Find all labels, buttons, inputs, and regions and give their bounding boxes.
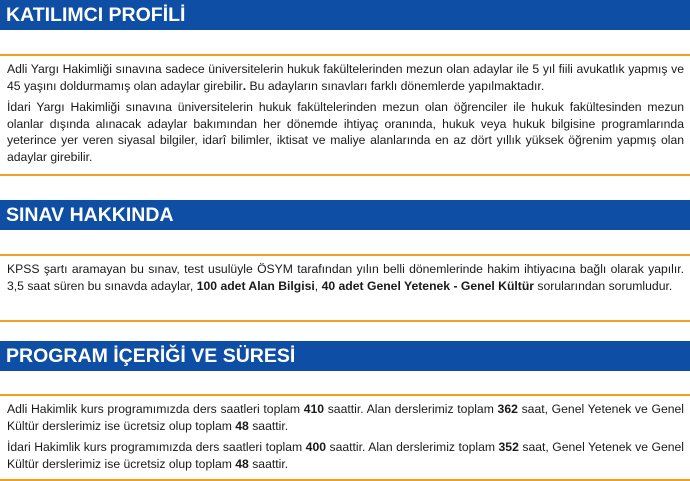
paragraph — [7, 401, 684, 434]
text-run-bold: 400 — [305, 440, 327, 455]
text-run: İdari Hakimlik kurs programımızda ders saatleri toplam — [7, 440, 306, 455]
text-run-bold: 40 adet Genel Yetenek - Genel Kültür — [321, 278, 535, 293]
section-title: SINAV HAKKINDA — [6, 204, 174, 226]
section-header-katilimci-profili — [0, 0, 690, 30]
text-run: İdari Yargı Hakimliği sınavına üniversitelerin hukuk fakültelerinden mezun olan öğrenciler ile hukuk fakültesinden mezun olanlar dışında alınacak adaylar bakımından her dönemde ihtiyaç oranında, hukuk veya hukuk bilgisine programlarında yeterince yer veren siyasal bilgiler, idarî bilimler, iktisat ve maliye alanlarında en az dört yıllık yüksek öğrenim yapmış olan adaylar girebilir. — [7, 100, 684, 164]
text-run: saat, Genel Yetenek ve Genel Kültür derslerimiz ise ücretsiz olup toplam — [7, 402, 685, 433]
text-run: Adli Yargı Hakimliği sınavına sadece üniversitelerin hukuk fakültelerinden mezun olan adaylar ile 5 yıl fiili avukatlık yapmış ve 45 yaşını doldurmamış olan adaylar girebilir — [7, 62, 684, 93]
text-run-bold: 48 — [235, 418, 249, 433]
text-run-bold: 352 — [498, 440, 519, 455]
text-run-bold: 410 — [303, 402, 325, 416]
text-run: Adli Hakimlik kurs programımızda ders saatleri toplam — [7, 402, 304, 416]
text-run: Bu adayların sınavları farklı dönemlerde yapılmaktadır. — [246, 78, 545, 93]
text-run-bold: 100 adet Alan Bilgisi — [196, 278, 315, 293]
text-run: saat, Genel Yetenek ve Genel Kültür derslerimiz ise ücretsiz olup toplam — [7, 440, 684, 471]
text-run: , — [314, 278, 322, 293]
section-header-sinav-hakkinda — [0, 200, 690, 230]
text-run: saattir. — [248, 456, 289, 471]
text-run: KPSS şartı aramayan bu sınav, test usulüyle ÖSYM tarafından yılın belli dönemlerinde hakim ihtiyacına bağlı olarak yapılır. 3,5 saat süren bu sınavda adaylar, — [7, 262, 684, 293]
section-body-sinav-hakkinda — [0, 254, 690, 322]
section-body-program-icerigi — [0, 394, 690, 481]
section-header-program-icerigi — [0, 341, 690, 371]
section-body-katilimci-profili — [0, 54, 690, 176]
paragraph — [7, 61, 684, 94]
text-run: saattir. Alan derslerimiz toplam — [324, 402, 498, 416]
paragraph — [7, 99, 684, 165]
text-run: saattir. — [248, 418, 289, 433]
paragraph — [7, 261, 684, 294]
paragraph — [7, 439, 684, 472]
text-run: sorularından sorumludur. — [534, 278, 673, 293]
text-run-bold: . — [242, 78, 247, 93]
text-run-bold: 362 — [497, 402, 518, 416]
section-title: KATILIMCI PROFİLİ — [6, 4, 186, 26]
text-run-bold: 48 — [235, 456, 249, 471]
text-run: saattir. Alan derslerimiz toplam — [326, 440, 499, 455]
section-title: PROGRAM İÇERİĞİ VE SÜRESİ — [6, 345, 296, 367]
